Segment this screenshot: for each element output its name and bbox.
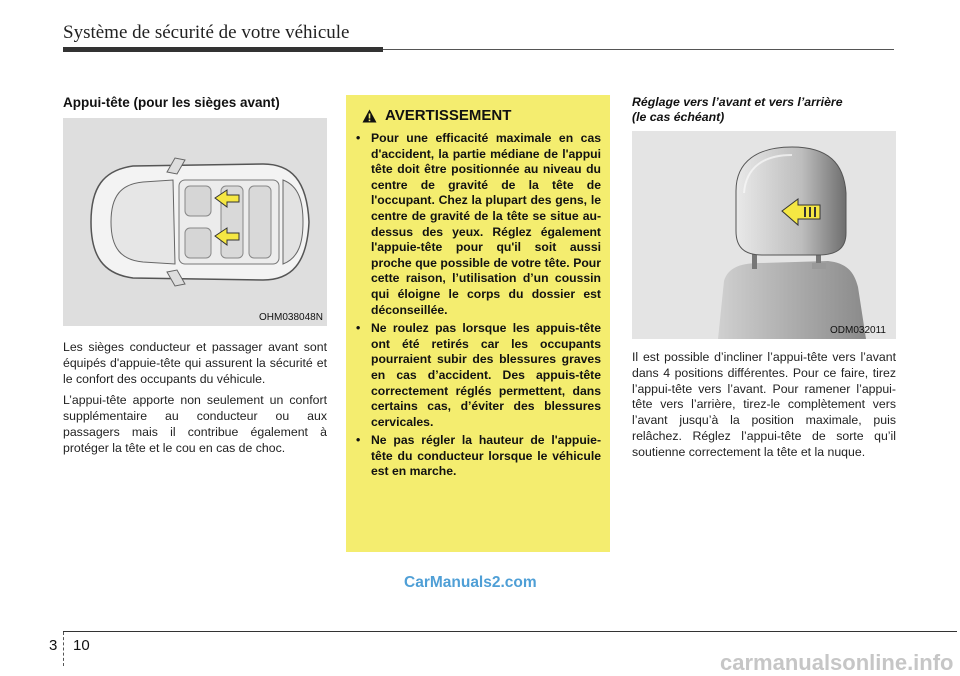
section-title: Appui-tête (pour les sièges avant)	[63, 95, 280, 110]
warning-title: AVERTISSEMENT	[385, 107, 512, 124]
headrest-illustration	[632, 131, 896, 339]
header-rule	[383, 49, 894, 50]
carmanuals-watermark[interactable]: CarManuals2.com	[404, 574, 537, 591]
paragraph: L’appui-tête apporte non seulement un confort supplémentaire au conducteur ou aux passagers mais il contribue également à protéger la tête et le cou en cas de choc.	[63, 393, 327, 455]
paragraph: Les sièges conducteur et passager avant sont équipés d'appuie-tête qui assurent la sécurité et le confort des occupants du véhicule.	[63, 340, 327, 386]
subtitle-line: Réglage vers l’avant et vers l’arrière	[632, 95, 843, 109]
left-section-title-wrap	[63, 95, 327, 110]
right-subtitle	[632, 95, 896, 125]
bullet: •	[356, 433, 361, 448]
warning-item	[354, 321, 601, 430]
subtitle-line: (le cas échéant)	[632, 110, 725, 124]
page-separator	[63, 632, 64, 666]
bullet: •	[356, 131, 361, 145]
warning-item-text: Pour une efficacité maximale en cas d'accident, la partie médiane de l'appui tête doit être positionnée au niveau du centre de gravité de la tête de l'occupant. Chez la plupart des gens, le centre de gravité de la tête se situe au-dessus des yeux. Réglez également l'appuie-tête pour qu'il soit aussi proche que possible de votre tête. Pour cette raison, l’utilisation d’un coussin qui éloigne le corps du dossier est déconseillée.	[371, 131, 601, 317]
header-bar	[63, 47, 383, 52]
warning-item	[354, 131, 601, 318]
warning-heading	[362, 107, 511, 124]
headrest-figure	[632, 131, 896, 339]
paragraph: Il est possible d’incliner l’appui-tête vers l’avant dans 4 positions différentes. Pour ce faire, tirez l’appui-tête vers l’avant. Pour ramener l’appui-tête vers l’arrière, tirez-le complètement vers l’avant jusqu’à la position maximale, puis relâchez. Réglez l’appui-tête de sorte qu’il soutienne correctement la tête et la nuque.	[632, 350, 896, 459]
car-seat-figure	[63, 118, 327, 326]
warning-item-text: Ne roulez pas lorsque les appuis-tête ont été retirés car les occupants pourraient subir des blessures graves en cas d’accident. Des appuis-tête correctement réglés permettent, dans certains cas, d’éviter des blessures cervicales.	[371, 321, 601, 429]
page-number: 10	[73, 637, 90, 654]
warning-triangle-icon	[362, 109, 377, 123]
figure-caption: OHM038048N	[259, 312, 323, 323]
section-number: 3	[49, 637, 58, 654]
left-body-text	[63, 340, 327, 463]
right-body-text	[632, 350, 896, 467]
warning-item-text: Ne pas régler la hauteur de l'appuie-tête du conducteur lorsque le véhicule est en marche.	[371, 433, 601, 479]
warning-list	[354, 131, 601, 483]
figure-caption: ODM032011	[830, 325, 886, 336]
bullet: •	[356, 321, 361, 336]
page-header-title: Système de sécurité de votre véhicule	[63, 22, 350, 43]
footer-rule	[63, 631, 957, 632]
warning-box	[346, 95, 610, 552]
warning-item	[354, 433, 601, 480]
site-watermark: carmanualsonline.info	[720, 650, 954, 675]
car-topview-illustration	[63, 118, 327, 326]
